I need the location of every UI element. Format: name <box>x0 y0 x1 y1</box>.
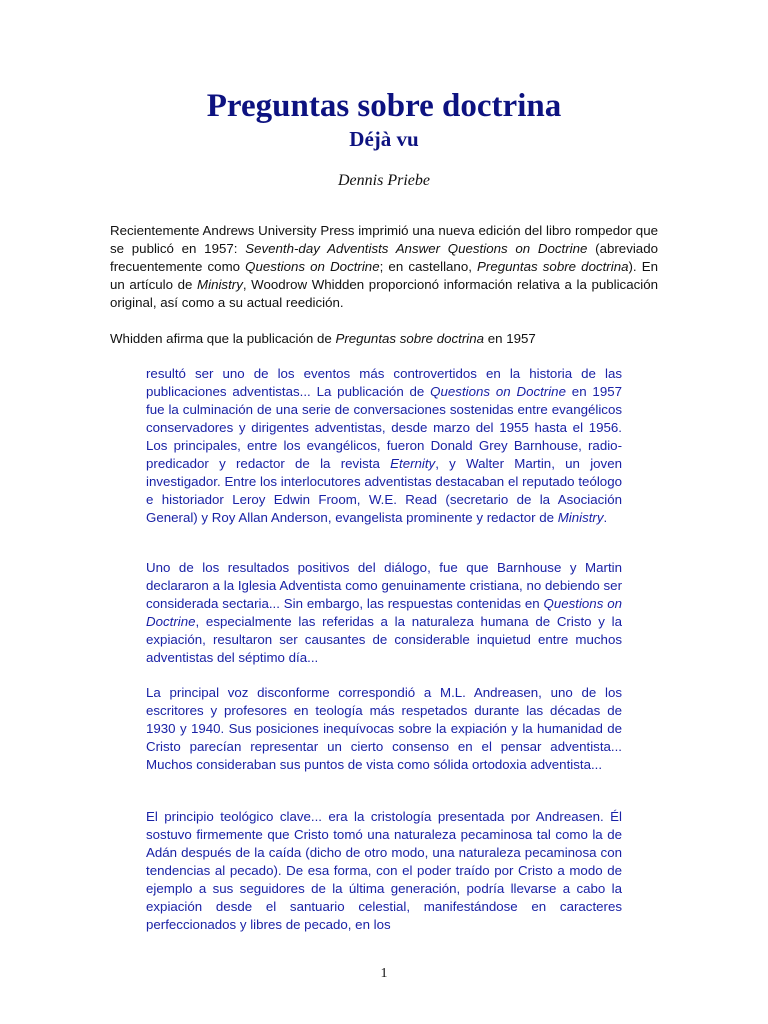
quote2-text-2: , especialmente las referidas a la naturaleza humana de Cristo y la expiación, resultaron ser causantes de considerable inquietud entre muchos adventistas del séptimo día... <box>146 614 622 665</box>
block-quote-1 <box>146 365 622 527</box>
block-quote-4: El principio teológico clave... era la cristología presentada por Andreasen. Él sostuvo firmemente que Cristo tomó una naturaleza pecaminosa tal como la de Adán después de la caída (dicho de otro modo, una naturaleza pecaminosa con tendencias al pecado). De esa forma, con el poder traído por Cristo a modo de ejemplo a sus seguidores de la última generación, podría llevarse a cabo la expiación desde el santuario celestial, manifestándose en caracteres perfeccionados y libres de pecado, en los <box>146 809 622 932</box>
intro-book-title-spanish: Preguntas sobre doctrina <box>477 259 629 274</box>
quote1-text-3: , y Walter Martin, un joven investigador. Entre los interlocutores adventistas destacaban el reputado teólogo e historiador Leroy Edwin Froom, W.E. Read (secretario de la Asociación General) y Roy Allan Anderson, evangelista prominente y redactor de <box>146 456 622 525</box>
lead-paragraph <box>110 330 658 348</box>
quote2-text-1: Uno de los resultados positivos del diálogo, fue que Barnhouse y Martin declararon a la Iglesia Adventista como genuinamente cristiana, no debiendo ser considerada sectaria... Sin embargo, las respuestas contenidas en <box>146 560 622 611</box>
author-name: Dennis Priebe <box>338 172 430 189</box>
page-number: 1 <box>380 966 388 981</box>
quote1-magazine-eternity: Eternity <box>390 456 436 471</box>
intro-book-title-english: Seventh-day Adventists Answer Questions on Doctrine <box>245 241 588 256</box>
intro-paragraph <box>110 222 658 312</box>
lead-text-2: en 1957 <box>484 331 536 346</box>
intro-text-1: Recientemente Andrews University Press imprimió una nueva edición del libro rompedor que se publicó en 1957: <box>110 223 658 256</box>
document-subtitle: Déjà vu <box>349 127 419 151</box>
lead-text-1: Whidden afirma que la publicación de <box>110 331 336 346</box>
quote1-text-2: en 1957 fue la culminación de una serie de conversaciones sostenidas entre evangélicos conservadores y dirigentes adventistas, desde marzo del 1955 hasta el 1956. Los principales, entre los evangélicos, fueron Donald Grey Barnhouse, radio-predicador y redactor de la revista <box>146 384 623 471</box>
block-quote-2 <box>146 559 622 667</box>
quote2-book-title: Questions on Doctrine <box>146 596 622 629</box>
intro-magazine-ministry: Ministry <box>197 277 243 292</box>
quote1-text-1: resultó ser uno de los eventos más controvertidos en la historia de las publicaciones adventistas... La publicación de <box>146 366 622 399</box>
quote1-book-title: Questions on Doctrine <box>430 384 566 399</box>
intro-book-title-short: Questions on Doctrine <box>245 259 380 274</box>
intro-text-3: ; en castellano, <box>379 259 478 274</box>
intro-text-4: ). En un artículo de <box>110 259 658 292</box>
document-title: Preguntas sobre doctrina <box>206 88 562 124</box>
quote1-magazine-ministry: Ministry <box>557 510 604 525</box>
lead-book-title: Preguntas sobre doctrina <box>335 331 485 346</box>
intro-text-5: , Woodrow Whidden proporcionó información relativa a la publicación original, así como a su actual reedición. <box>110 277 658 310</box>
intro-text-2: (abreviado frecuentemente como <box>110 241 658 274</box>
quote1-text-4: . <box>603 510 608 525</box>
block-quote-3: La principal voz disconforme correspondió a M.L. Andreasen, uno de los escritores y profesores en teología más respetados durante las décadas de 1930 y 1940. Sus posiciones inequívocas sobre la expiación y la humanidad de Cristo parecían representar un cierto consenso en el pensar adventista... Muchos consideraban sus puntos de vista como sólida ortodoxia adventista... <box>146 685 622 772</box>
